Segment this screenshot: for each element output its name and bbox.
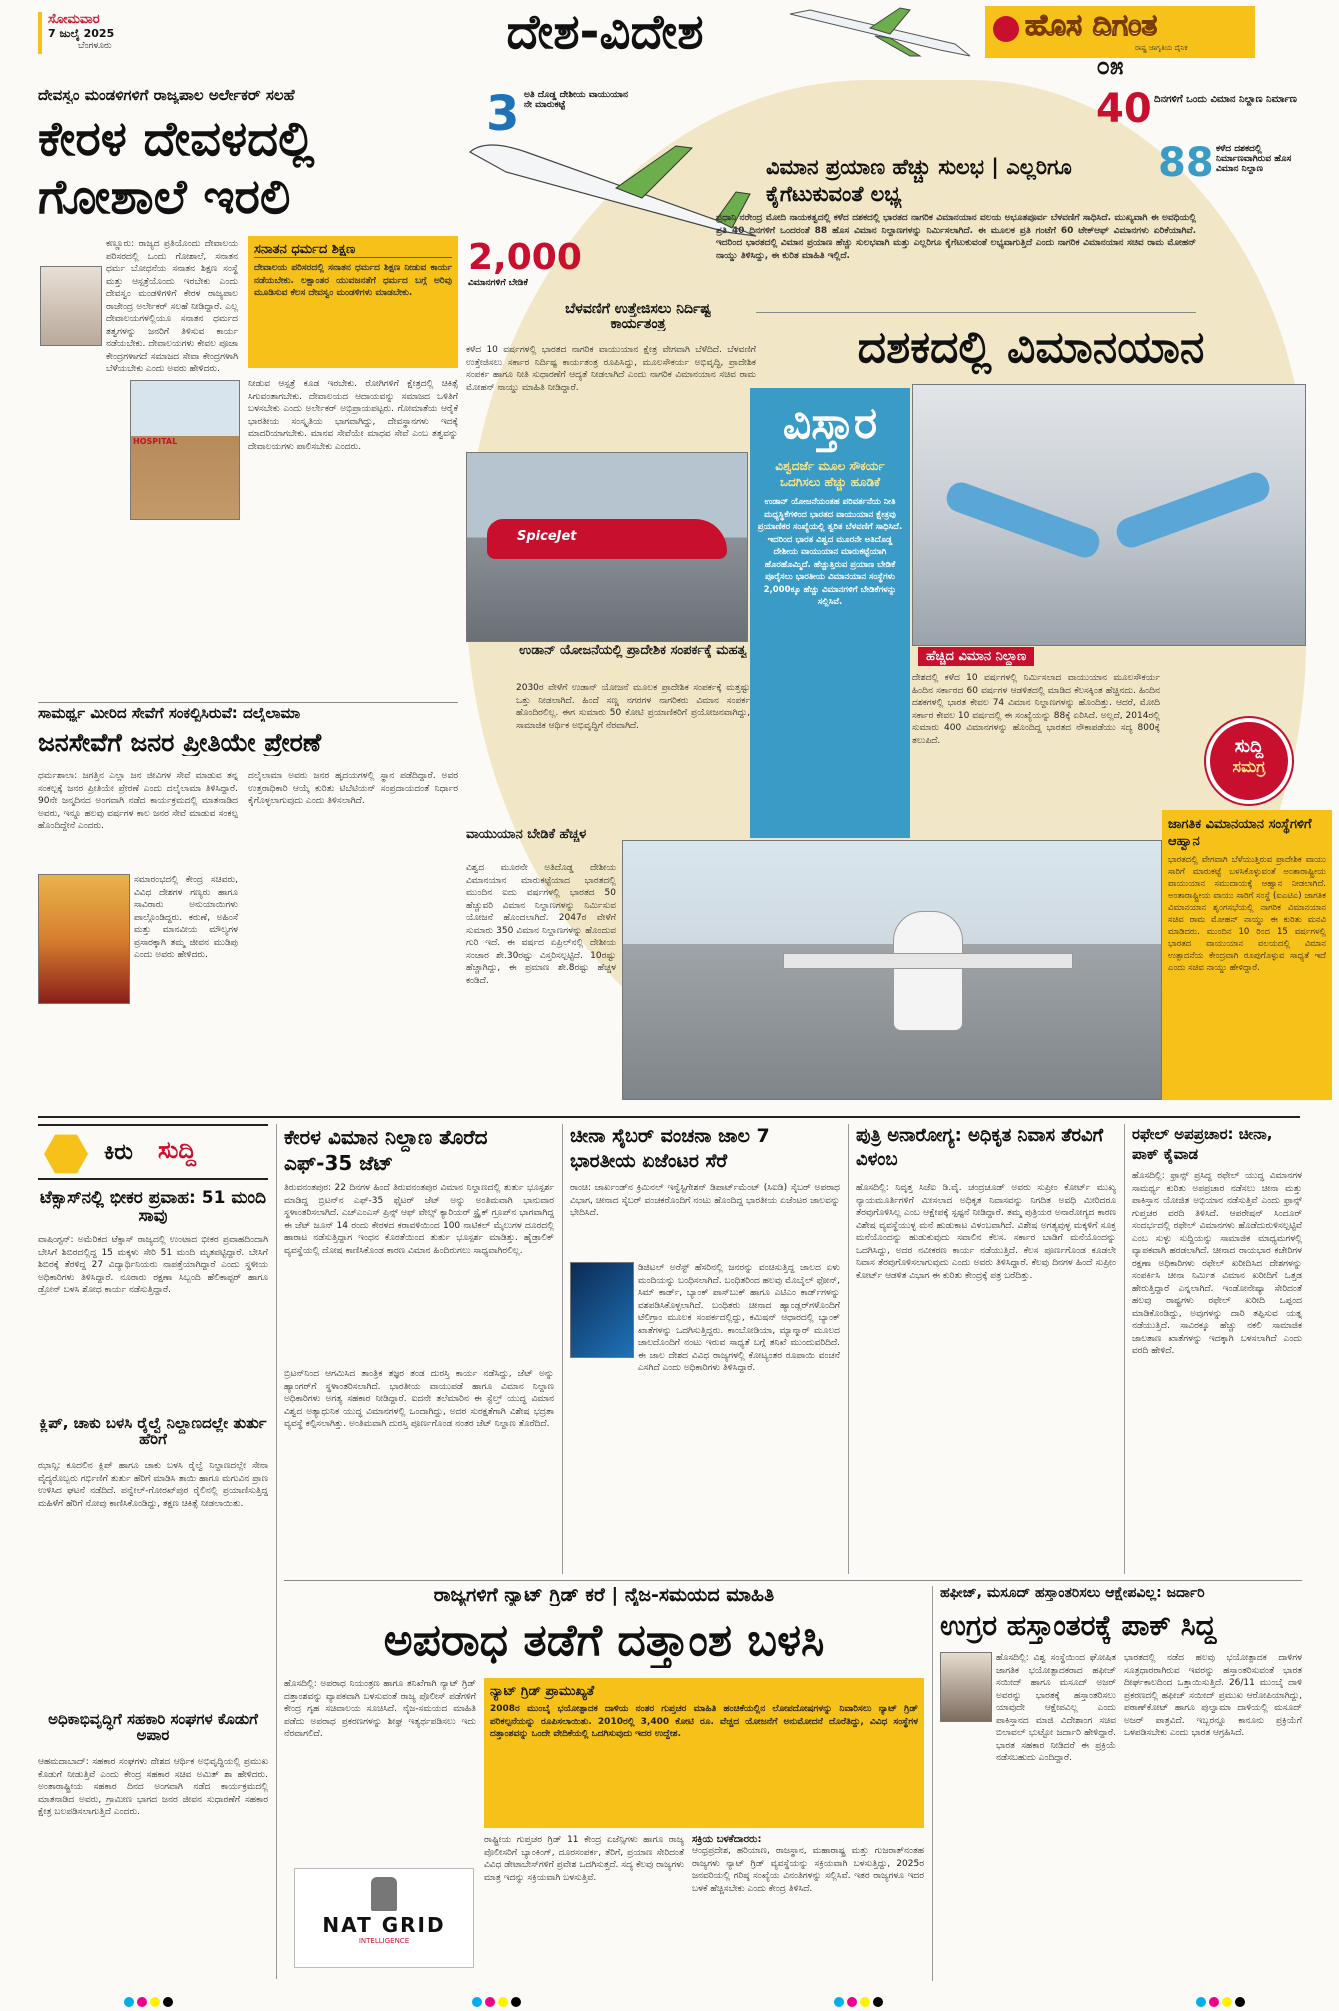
rafale-body: ಹೊಸದಿಲ್ಲಿ: ಫ್ರಾನ್ಸ್ ಪ್ರಸಿದ್ಧ ರಫೇಲ್ ಯುದ್ಧ ವಿಮಾನಗಳ ಸಾಮರ್ಥ್ಯ ಕುರಿತು ಅಪಪ್ರಚಾರ ನಡೆಸಲು ಚೀನಾ ಮತ್ತು ಪಾಕಿಸ್ತಾನ ಯೋಜಿತ ಅಭಿಯಾನ ನಡೆಸುತ್ತಿವೆ ಎಂದು ಫ್ರಾನ್ಸ್ ಗುಪ್ತಚರ ವರದಿ ತಿಳಿಸಿದೆ. ಆಪರೇಷನ್ ಸಿಂದೂರ್ ಸಂದರ್ಭದಲ್ಲಿ ರಫೇಲ್ ವಿಮಾನಗಳು ಹೊಡೆದುರುಳಿಸಲ್ಪಟ್ಟಿವೆ ಎಂಬ ಸುಳ್ಳು ಸುದ್ದಿಯನ್ನು ಸಾಮಾಜಿಕ ಮಾಧ್ಯಮಗಳಲ್ಲಿ ವ್ಯಾಪಕವಾಗಿ ಹರಡಲಾಗಿದೆ. ಚೀನಾದ ರಾಯಭಾರ ಕಚೇರಿಗಳ ರಕ್ಷಣಾ ಅಧಿಕಾರಿಗಳು ರಫೇಲ್ ಖರೀದಿಸಿದ ದೇಶಗಳನ್ನು ಸಂಪರ್ಕಿಸಿ ಚೀನಾ ನಿರ್ಮಿತ ವಿಮಾನ ಖರೀದಿಗೆ ಒತ್ತಡ ಹೇರುತ್ತಿದ್ದಾರೆ ಎನ್ನಲಾಗಿದೆ. ಇಂಡೋನೇಷ್ಯಾ ಸೇರಿದಂತೆ ಹಲವು ರಾಷ್ಟ್ರಗಳು ರಫೇಲ್ ಖರೀದಿ ಒಪ್ಪಂದ ಮಾಡಿಕೊಂಡಿದ್ದು, ಅವುಗಳನ್ನು ದಾರಿ ತಪ್ಪಿಸುವ ಯತ್ನ ನಡೆಯುತ್ತಿದೆ. ಸಾವಿರಕ್ಕೂ ಹೆಚ್ಚು ನಕಲಿ ಸಾಮಾಜಿಕ ಜಾಲತಾಣ ಖಾತೆಗಳನ್ನು ಇದಕ್ಕಾಗಿ ಬಳಸಲಾಗಿದೆ ಎಂದು ವರದಿ ಹೇಳಿದೆ. [1132, 1171, 1302, 1356]
samagra-label: ಸಮಗ್ರ [1232, 757, 1266, 776]
vistara-box [750, 388, 910, 838]
pak-headline: ಉಗ್ರರ ಹಸ್ತಾಂತರಕ್ಕೆ ಪಾಕ್ ಸಿದ್ಧ [940, 1609, 1217, 1642]
stat-88-number: 88 [1158, 140, 1214, 186]
global-box [1162, 810, 1332, 1100]
stat-3 [486, 86, 646, 142]
page-number: ೦೫ [1096, 52, 1124, 80]
stat-3-number: 3 [486, 86, 520, 142]
masthead [0, 0, 1339, 80]
factory-plane-right [1113, 469, 1274, 552]
col-rule [562, 1124, 563, 1574]
natgrid-box-title: ನ್ಯಾಟ್ ಗ್ರಿಡ್ ಪ್ರಾಮುಖ್ಯತೆ [490, 1684, 595, 1699]
natgrid-col3-head: ಸಕ್ರಿಯ ಬಳಕೆದಾರರು: [692, 1834, 762, 1845]
section-title: ದೇಶ-ವಿದೇಶ [506, 4, 704, 60]
kiru-story-3-body: ಆಹಮದಾಬಾದ್: ಸಹಕಾರ ಸಂಘಗಳು ದೇಶದ ಆರ್ಥಿಕ ಅಭಿವೃದ್ಧಿಯಲ್ಲಿ ಪ್ರಮುಖ ಕೊಡುಗೆ ನೀಡುತ್ತಿವೆ ಎಂದು ಕೇಂದ್ರ ಸಹಕಾರ ಸಚಿವ ಅಮಿತ್ ಶಾ ಹೇಳಿದರು. ಅಂತಾರಾಷ್ಟ್ರೀಯ ಸಹಕಾರ ದಿನದ ಅಂಗವಾಗಿ ನಡೆದ ಕಾರ್ಯಕ್ರಮದಲ್ಲಿ ಮಾತನಾಡಿದ ಅವರು, ಗ್ರಾಮೀಣ ಭಾಗದ ಜನರ ಜೀವನ ಸುಧಾರಣೆಗೆ ಸಹಕಾರ ಕ್ಷೇತ್ರ ಬಲಪಡಿಸಲಾಗುತ್ತಿದೆ ಎಂದರು. [38, 1757, 268, 1817]
airport-tag: ಹೆಚ್ಚಿದ ವಿಮಾನ ನಿಲ್ದಾಣ [918, 647, 1034, 666]
kirusuddi-title-a: ಕಿರು [104, 1140, 133, 1165]
stat-40 [1096, 86, 1336, 138]
stat-2000-text: ವಿಮಾನಗಳಿಗೆ ಬೇಡಿಕೆ [468, 278, 528, 288]
hospital-sign: HOSPITAL [133, 437, 178, 446]
udan-body: 2030ರ ವೇಳೆಗೆ ಉಡಾನ್ ಯೋಜನೆ ಮೂಲಕ ಪ್ರಾದೇಶಿಕ ಸಂಪರ್ಕಕ್ಕೆ ಮತ್ತಷ್ಟು ಒತ್ತು ನೀಡಲಾಗಿದೆ. ಹಿಂದೆ ಸಣ್ಣ ನಗರಗಳ ನಾಗರಿಕರು ವಿಮಾನ ಸಂಪರ್ಕ ಹೊಂದಿರಲಿಲ್ಲ. ಈಗ ಸುಮಾರು 50 ಕೋಟಿ ಪ್ರಯಾಣಿಕರಿಗೆ ಪ್ರಯೋಜನವಾಗಿದ್ದು, ಸಾಮಾಜಿಕ ಆರ್ಥಿಕ ಅಭಿವೃದ್ಧಿಗೆ ನೆರವಾಗಿದೆ. [516, 683, 750, 731]
col-rule [848, 1124, 849, 1574]
airport-body: ದೇಶದಲ್ಲಿ ಕಳೆದ 10 ವರ್ಷಗಳಲ್ಲಿ ನಿರ್ಮಿಸಲಾದ ವಾಯುಯಾನ ಮೂಲಸೌಕರ್ಯ ಹಿಂದಿನ ಸರ್ಕಾರದ 60 ವರ್ಷಗಳ ಆಡಳಿತದಲ್ಲಿ ಮಾಡಿದ ಕೆಲಸಕ್ಕಿಂತ ಹೆಚ್ಚಿನದು. ಹಿಂದಿನ ದಶಕಗಳಲ್ಲಿ ಭಾರತ ಕೇವಲ 74 ವಿಮಾನ ನಿಲ್ದಾಣಗಳನ್ನು ಹೊಂದಿತ್ತು. ಆದರೆ, ಮೋದಿ ಸರ್ಕಾರ ಕೇವಲ 10 ವರ್ಷದಲ್ಲಿ ಈ ಸಂಖ್ಯೆಯನ್ನು 88ಕ್ಕೆ ಏರಿಸಿದೆ. ಅಲ್ಲದೆ, 2014ರಲ್ಲಿ ಸುಮಾರು 400 ವಿಮಾನಗಳನ್ನು ಹೊಂದಿದ್ದ ಭಾರತದ ನೌಕಾಪಡೆಯು ಸದ್ಯ 800ಕ್ಕೆ ತಲುಪಿದೆ. [912, 673, 1160, 746]
vistara-title: ವಿಸ್ತಾರ [782, 398, 878, 449]
kerala-article [38, 88, 458, 693]
emblem-icon [371, 1877, 397, 1911]
global-title: ಜಾಗತಿಕ ವಿಮಾನಯಾನ ಸಂಸ್ಥೆಗಳಿಗೆ ಆಹ್ವಾನ [1168, 817, 1312, 849]
natgrid-logo-sub: INTELLIGENCE [358, 1937, 410, 1945]
spicejet-photo [466, 452, 748, 642]
f35-article [284, 1124, 554, 1574]
stat-88-text: ಕಳೆದ ದಶಕದಲ್ಲಿ ನಿರ್ಮಾಣವಾಗಿರುವ ಹೊಸ ವಿಮಾನ ನಿಲ್ದಾಣ [1216, 144, 1292, 174]
pointing-hand-icon [44, 1132, 88, 1176]
factory-plane-left [943, 479, 1104, 562]
natgrid-box-body: 2008ರ ಮುಂಬೈ ಭಯೋತ್ಪಾದಕ ದಾಳಿಯ ನಂತರ ಗುಪ್ತಚರ ಮಾಹಿತಿ ಹಂಚಿಕೆಯಲ್ಲಿನ ಲೋಪದೋಷಗಳನ್ನು ನಿವಾರಿಸಲು ನ್ಯಾಟ್ ಗ್ರಿಡ್ ಪರಿಕಲ್ಪನೆಯನ್ನು ರೂಪಿಸಲಾಯಿತು. 2010ರಲ್ಲಿ 3,400 ಕೋಟಿ ರೂ. ವೆಚ್ಚದ ಯೋಜನೆಗೆ ಅನುಮೋದನೆ ದೊರೆತಿದ್ದು, ವಿವಿಧ ಸಂಸ್ಥೆಗಳ ದತ್ತಾಂಶವನ್ನು ಒಂದೇ ವೇದಿಕೆಯಲ್ಲಿ ಒದಗಿಸುವುದು ಇದರ ಉದ್ದೇಶ. [490, 1704, 918, 1739]
stat-2000-number: 2,000 [468, 237, 582, 278]
natgrid-col3-body: ಆಂಧ್ರಪ್ರದೇಶ, ಹರಿಯಾಣ, ರಾಜಸ್ಥಾನ, ಮಹಾರಾಷ್ಟ್ರ ಮತ್ತು ಗುಜರಾತ್‌ನಂತಹ ರಾಜ್ಯಗಳು ನ್ಯಾಟ್ ಗ್ರಿಡ್ ವ್ಯವಸ್ಥೆಯನ್ನು ಸಕ್ರಿಯವಾಗಿ ಬಳಸುತ್ತಿದ್ದು, 2025ರ ಜನವರಿಯಲ್ಲಿ ಗರಿಷ್ಠ ಸಂಖ್ಯೆಯ ವಿನಂತಿಗಳನ್ನು ಸಲ್ಲಿಸಿವೆ. ಇತರ ರಾಜ್ಯಗಳೂ ಇದರ ಬಳಕೆ ಹೆಚ್ಚಿಸಬೇಕು ಎಂದು ಕೇಂದ್ರ ತಿಳಿಸಿದೆ. [692, 1846, 924, 1894]
weekday: ಸೋಮವಾರ [48, 12, 100, 27]
aviation-big-head: ದಶಕದಲ್ಲಿ ವಿಮಾನಯಾನ [857, 322, 1205, 373]
divider [38, 702, 458, 703]
kirusuddi-title-b: ಸುದ್ದಿ [158, 1136, 197, 1164]
dalai-body-3: ದಲೈಲಾಮಾ ಅವರು ಜನರ ಹೃದಯಗಳಲ್ಲಿ ಸ್ಥಾನ ಪಡೆದಿದ್ದಾರೆ. ಅವರ ಉತ್ತರಾಧಿಕಾರಿ ಆಯ್ಕೆ ಕುರಿತು ಟಿಬೆಟಿಯನ್ ಸಂಪ್ರದಾಯದಂತೆ ನಿರ್ಧಾರ ಕೈಗೊಳ್ಳಲಾಗುವುದು ಎಂದು ತಿಳಿಸಲಾಗಿದೆ. [248, 771, 458, 806]
brand-box [985, 6, 1255, 58]
cyber-article [570, 1124, 840, 1574]
aviation-spread [466, 62, 1339, 1107]
growth-block [466, 248, 756, 448]
demand-body: ವಿಶ್ವದ ಮೂರನೇ ಅತಿದೊಡ್ಡ ದೇಶೀಯ ವಿಮಾನಯಾನ ಮಾರುಕಟ್ಟೆಯಾದ ಭಾರತದಲ್ಲಿ ಮುಂದಿನ ಐದು ವರ್ಷಗಳಲ್ಲಿ ಭಾರತದ 50 ಹೆಚ್ಚುವರಿ ವಿಮಾನ ನಿಲ್ದಾಣಗಳನ್ನು ನಿರ್ಮಿಸುವ ಯೋಜನೆ ಹೊಂದಲಾಗಿದೆ. 2047ರ ವೇಳೆಗೆ ಸುಮಾರು 350 ವಿಮಾನ ನಿಲ್ದಾಣಗಳನ್ನು ಹೊಂದುವ ಗುರಿ ಇದೆ. ಈ ವರ್ಷದ ಏಪ್ರಿಲ್‌ನಲ್ಲಿ ದೇಶೀಯ ಸಂಚಾರ ಶೇ.30ರಷ್ಟು ವಿಸ್ತರಿಸಲ್ಪಟ್ಟಿದೆ. 10ರಷ್ಟು ಹೆಚ್ಚಾಗಿದ್ದು, ಈ ಪ್ರಮಾಣ ಶೇ.8ರಷ್ಟು ಹೆಚ್ಚಳ ಕಂಡಿದೆ. [466, 863, 616, 986]
growth-body: ಕಳೆದ 10 ವರ್ಷಗಳಲ್ಲಿ ಭಾರತದ ನಾಗರಿಕ ವಾಯುಯಾನ ಕ್ಷೇತ್ರ ವೇಗವಾಗಿ ಬೆಳೆದಿದೆ. ಬೆಳವಣಿಗೆ ಉತ್ತೇಜಿಸಲು ಸರ್ಕಾರ ನಿರ್ದಿಷ್ಟ ಕಾರ್ಯತಂತ್ರ ರೂಪಿಸಿದ್ದು, ಮೂಲಸೌಕರ್ಯ ಅಭಿವೃದ್ಧಿ, ಪ್ರಾದೇಶಿಕ ಸಂಪರ್ಕ ಹಾಗೂ ನೀತಿ ಸುಧಾರಣೆಗೆ ಆದ್ಯತೆ ನೀಡಲಾಗಿದೆ ಎಂದು ನಾಗರಿಕ ವಿಮಾನಯಾನ ಸಚಿವ ರಾಮ ಮೋಹನ್ ನಾಯ್ಡು ಮಾಹಿತಿ ನೀಡಿದ್ದಾರೆ. [466, 345, 756, 393]
natgrid-logo [294, 1868, 474, 1968]
aviation-rule [756, 312, 1196, 313]
dalai-body-1: ಧರ್ಮಶಾಲಾ: ಜಗತ್ತಿನ ಎಲ್ಲಾ ಜನ ಜೀವಿಗಳ ಸೇವೆ ಮಾಡುವ ತನ್ನ ಸಂಕಲ್ಪಕ್ಕೆ ಜನರ ಪ್ರೀತಿಯೇ ಪ್ರೇರಣೆ ಎಂದು ದಲೈಲಾಮಾ ತಿಳಿಸಿದ್ದಾರೆ. 90ನೇ ಜನ್ಮದಿನದ ಅಂಗವಾಗಿ ನಡೆದ ಕಾರ್ಯಕ್ರಮದಲ್ಲಿ ಮಾತನಾಡಿದ ಅವರು, ಇನ್ನೂ ಹಲವು ವರ್ಷಗಳ ಕಾಲ ಜನರ ಸೇವೆ ಮಾಡುವ ಸಂಕಲ್ಪ ಹೊಂದಿದ್ದೇನೆ ಎಂದರು. [38, 771, 238, 831]
cyber-body-1: ರಾಂಚಿ: ಜಾರ್ಖಂಡ್‌ನ ಕ್ರಿಮಿನಲ್ ಇನ್ವೆಸ್ಟಿಗೇಶನ್ ಡಿಪಾರ್ಟ್‌ಮೆಂಟ್ (ಸಿಐಡಿ) ಸೈಬರ್ ಅಪರಾಧ ವಿಭಾಗ, ಚೀನಾದ ಸೈಬರ್ ವಂಚಕರೊಂದಿಗೆ ನಂಟು ಹೊಂದಿದ್ದ ಭಾರತೀಯ ಏಜೆಂಟರ ಜಾಲವನ್ನು ಭೇದಿಸಿದೆ. [570, 1183, 840, 1218]
divider [284, 1580, 1302, 1581]
airport-apron-photo [622, 840, 1162, 1100]
apron-wing [783, 953, 1073, 969]
brand-tag: ರಾಷ್ಟ್ರ ಜಾಗೃತಿಯ ದೈನಿಕ [1135, 44, 1188, 52]
spicejet-logo: SpiceJet [517, 529, 577, 544]
natgrid-article [284, 1586, 924, 1981]
natgrid-headline: ಅಪರಾಧ ತಡೆಗೆ ದತ್ತಾಂಶ ಬಳಸಿ [383, 1615, 825, 1666]
natgrid-kicker: ರಾಜ್ಯಗಳಿಗೆ ನ್ಯಾಟ್ ಗ್ರಿಡ್ ಕರೆ | ನೈಜ-ಸಮಯದ ಮಾಹಿತಿ [433, 1586, 775, 1606]
demand-title: ವಾಯುಯಾನ ಬೇಡಿಕೆ ಹೆಚ್ಚಳ [466, 828, 587, 842]
apron-plane [893, 911, 963, 1031]
city: ಬೆಂಗಳೂರು [78, 41, 112, 51]
temple-photo [130, 380, 240, 520]
aircraft-factory-photo [912, 384, 1306, 646]
cyber-headline: ಚೀನಾ ಸೈಬರ್ ವಂಚನಾ ಜಾಲ 7 ಭಾರತೀಯ ಏಜೆಂಟರ ಸೆರೆ [570, 1125, 770, 1172]
global-body: ಭಾರತದಲ್ಲಿ ವೇಗವಾಗಿ ಬೆಳೆಯುತ್ತಿರುವ ಪ್ರಾದೇಶಿಕ ವಾಯು ಸಾರಿಗೆ ಮಾರುಕಟ್ಟೆ ಬಳಸಿಕೊಳ್ಳುವಂತೆ ಅಂತಾರಾಷ್ಟ್ರೀಯ ವಾಯುಯಾನ ಸಮುದಾಯಕ್ಕೆ ಆಹ್ವಾನ ನೀಡಲಾಗಿದೆ. ಅಂತಾರಾಷ್ಟ್ರೀಯ ವಾಯು ಸಾರಿಗೆ ಸಂಸ್ಥೆ (ಐಎಟಿಎ) ಜಾಗತಿಕ ವಿಮಾನಯಾನ ಶೃಂಗಸಭೆಯಲ್ಲಿ ನಾಗರಿಕ ವಿಮಾನಯಾನ ಸಚಿವ ರಾಮ ಮೋಹನ್ ನಾಯ್ಡು ಈ ಕುರಿತು ಮನವಿ ಮಾಡಿದರು. ಮುಂದಿನ 10 ರಿಂದ 15 ವರ್ಷಗಳಲ್ಲಿ ಭಾರತದ ವಾಯುಯಾನ ವಲಯದಲ್ಲಿ ವಿಮಾನ ಉತ್ಪಾದನೆಯ ಕೇಂದ್ರವಾಗಿ ರೂಪುಗೊಳ್ಳುವ ಸಾಧ್ಯತೆ ಇದೆ ಎಂದು ಸಚಿವ ನಾಯ್ಡು ಹೇಳಿದ್ದಾರೆ. [1168, 855, 1326, 973]
dalai-lama-photo [38, 874, 130, 1004]
dalai-body-2: ಸಮಾರಂಭದಲ್ಲಿ ಕೇಂದ್ರ ಸಚಿವರು, ವಿವಿಧ ದೇಶಗಳ ಗಣ್ಯರು ಹಾಗೂ ಸಾವಿರಾರು ಅನುಯಾಯಿಗಳು ಪಾಲ್ಗೊಂಡಿದ್ದರು. ಕರುಣೆ, ಅಹಿಂಸೆ ಮತ್ತು ಮಾನವೀಯ ಮೌಲ್ಯಗಳ ಪ್ರಸಾರಕ್ಕಾಗಿ ತಮ್ಮ ಜೀವನ ಮುಡಿಪು ಎಂದು ಅವರು ಹೇಳಿದರು. [134, 875, 238, 960]
suddi-samagra-badge [1206, 718, 1292, 804]
kerala-side-box [248, 236, 458, 368]
aviation-intro-head: ವಿಮಾನ ಪ್ರಯಾಣ ಹೆಚ್ಚು ಸುಲಭ | ಎಲ್ಲರಿಗೂ ಕೈಗೆಟುಕುವಂತೆ ಲಭ್ಯ [766, 155, 1072, 206]
print-registration-marks [0, 1992, 1339, 2006]
residence-headline: ಪುತ್ರಿ ಅನಾರೋಗ್ಯ: ಅಧಿಕೃತ ನಿವಾಸ ತೆರವಿಗೆ ವಿಳಂಬ [856, 1125, 1104, 1170]
growth-title: ಬೆಳವಣಿಗೆ ಉತ್ತೇಜಿಸಲು ನಿರ್ದಿಷ್ಟ ಕಾರ್ಯತಂತ್ರ [565, 302, 711, 332]
kerala-body-1: ಕಣ್ಣೂರು: ರಾಜ್ಯದ ಪ್ರತಿಯೊಂದು ದೇವಾಲಯ ಪರಿಸರದಲ್ಲಿ ಒಂದು ಗೋಶಾಲೆ, ಸನಾತನ ಧರ್ಮ ಬೋಧನೆಯ ಸನಾತನ ಶಿಕ್ಷಣ ಸಂಸ್ಥೆ ಮತ್ತು ಆಸ್ಪತ್ರೆಯೊಂದು ಇರಬೇಕು ಎಂದು ದೇವಸ್ವಂ ಮಂಡಳಿಗಳಿಗೆ ಕೇರಳ ರಾಜ್ಯಪಾಲ ರಾಜೇಂದ್ರ ಅರ್ಲೇಕರ್ ಸಲಹೆ ನೀಡಿದ್ದಾರೆ. ಎಲ್ಲ ದೇವಾಲಯಗಳಲ್ಲಿಯೂ ಸನಾತನ ಧರ್ಮದ ತತ್ವಗಳನ್ನು ಜನರಿಗೆ ತಿಳಿಸುವ ಕಾರ್ಯ ನಡೆಯಬೇಕು. ದೇವಾಲಯಗಳು ಕೇವಲ ಪೂಜಾ ಕೇಂದ್ರಗಳಾಗದೆ ಸಮಾಜದ ಸೇವಾ ಕೇಂದ್ರಗಳಾಗಿ ಬೆಳೆಯಬೇಕು ಎಂದು ಅವರು ಹೇಳಿದರು. [106, 239, 238, 374]
aviation-intro-body: ಪ್ರಧಾನಿ ನರೇಂದ್ರ ಮೋದಿ ನಾಯಕತ್ವದಲ್ಲಿ ಕಳೆದ ದಶಕದಲ್ಲಿ ಭಾರತದ ನಾಗರಿಕ ವಿಮಾನಯಾನ ವಲಯ ಅಭೂತಪೂರ್ವ ಬೆಳವಣಿಗೆ ಸಾಧಿಸಿದೆ. ಮುಖ್ಯವಾಗಿ ಈ ಅವಧಿಯಲ್ಲಿ ಪ್ರತಿ 40 ದಿನಗಳಿಗೆ ಒಂದರಂತೆ 88 ಹೊಸ ವಿಮಾನ ನಿಲ್ದಾಣಗಳನ್ನು ನಿರ್ಮಿಸಲಾಗಿದೆ. ಈ ಮೂಲಕ ಪ್ರತಿ ಗಂಟೆಗೆ 60 ಟೇಕ್ಆಫ್ ವಿಮಾನಗಳು ಏರಿಕೆಯಾಗಿವೆ. ಇದರಿಂದ ಭಾರತದಲ್ಲಿ ವಿಮಾನ ಪ್ರಯಾಣ ಹೆಚ್ಚು ಸುಲಭವಾಗಿ ಮತ್ತು ಎಲ್ಲರಿಗೂ ಕೈಗೆಟುಕುವಂತೆ ಲಭ್ಯವಾಗುತ್ತಿದೆ ಎಂದು ನಾಗರಿಕ ವಿಮಾನಯಾನ ಸಚಿವ ರಾಮ ಮೋಹನ್ ನಾಯ್ಡು ತಿಳಿಸಿದ್ದು, ಈ ಕುರಿತ ಮಾಹಿತಿ ಇಲ್ಲಿದೆ. [716, 213, 1196, 261]
pak-body-2: ಭಾರತದಲ್ಲಿ ನಡೆದ ಹಲವು ಭಯೋತ್ಪಾದಕ ದಾಳಿಗಳ ಸೂತ್ರಧಾರರಾಗಿರುವ ಇವರನ್ನು ಹಸ್ತಾಂತರಿಸುವಂತೆ ಭಾರತ ದೀರ್ಘಕಾಲದಿಂದ ಒತ್ತಾಯಿಸುತ್ತಿದೆ. 26/11 ಮುಂಬೈ ದಾಳಿ ಪ್ರಕರಣದಲ್ಲಿ ಹಫೀಜ್ ಸಯೀದ್ ಪ್ರಮುಖ ಆರೋಪಿಯಾಗಿದ್ದು, ಪಠಾಣ್‌ಕೋಟ್ ಹಾಗೂ ಪುಲ್ವಾಮಾ ದಾಳಿಯಲ್ಲಿ ಮಸೂದ್ ಅಜರ್ ಪಾತ್ರವಿದೆ. ಇಬ್ಬರನ್ನೂ ಕಾನೂನು ಪ್ರಕ್ರಿಯೆಗೆ ಒಳಪಡಿಸಬೇಕು ಎಂದು ಭಾರತ ಆಗ್ರಹಿಸಿದೆ. [1124, 1653, 1302, 1738]
kirusuddi-column [38, 1124, 268, 1984]
kiru-story-1-body: ವಾಷಿಂಗ್ಟನ್: ಅಮೆರಿಕದ ಟೆಕ್ಸಾಸ್ ರಾಜ್ಯದಲ್ಲಿ ಉಂಟಾದ ಭೀಕರ ಪ್ರವಾಹದಿಂದಾಗಿ ಬೇಸಿಗೆ ಶಿಬಿರದಲ್ಲಿದ್ದ 15 ಮಕ್ಕಳು ಸೇರಿ 51 ಮಂದಿ ಮೃತಪಟ್ಟಿದ್ದಾರೆ. ಬೇಸಿಗೆ ಶಿಬಿರಕ್ಕೆ ತೆರಳಿದ್ದ 27 ವಿದ್ಯಾರ್ಥಿನಿಯರು ನಾಪತ್ತೆಯಾಗಿದ್ದಾರೆ ಎಂದು ಸ್ಥಳೀಯ ಅಧಿಕಾರಿಗಳು ತಿಳಿಸಿದ್ದಾರೆ. ನೂರಾರು ರಕ್ಷಣಾ ಸಿಬ್ಬಂದಿ ಹೆಲಿಕಾಪ್ಟರ್ ಹಾಗೂ ಡ್ರೋನ್ ಬಳಸಿ ಶೋಧ ಕಾರ್ಯ ನಡೆಸುತ್ತಿದ್ದಾರೆ. [38, 1235, 268, 1295]
kerala-headline: ಕೇರಳ ದೇವಳದಲ್ಲಿ ಗೋಶಾಲೆ ಇರಲಿ [38, 111, 315, 225]
kerala-box-text: ದೇವಾಲಯ ಪರಿಸರದಲ್ಲಿ ಸನಾತನ ಧರ್ಮದ ಶಿಕ್ಷಣ ನೀಡುವ ಕಾರ್ಯ ನಡೆಯಬೇಕು. ಲಕ್ಷಾಂತರ ಯುವಜನತೆಗೆ ಧರ್ಮದ ಬಗ್ಗೆ ಅರಿವು ಮೂಡಿಸುವ ಕೆಲಸ ದೇವಸ್ವಂ ಮಂಡಳಿಗಳು ಮಾಡಬೇಕು. [254, 263, 452, 298]
kerala-box-title: ಸನಾತನ ಧರ್ಮದ ಶಿಕ್ಷಣ [254, 242, 452, 258]
demand-block [466, 828, 626, 862]
col-rule [932, 1586, 933, 1981]
brand-logo-icon [993, 16, 1019, 42]
residence-body: ಹೊಸದಿಲ್ಲಿ: ನಿವೃತ್ತ ಸಿಜೆಐ ಡಿ.ವೈ. ಚಂದ್ರಚೂಡ್ ಅವರು ಸುಪ್ರೀಂ ಕೋರ್ಟ್ ಮುಖ್ಯ ನ್ಯಾಯಮೂರ್ತಿಗಳಿಗೆ ಮೀಸಲಾದ ಅಧಿಕೃತ ನಿವಾಸವನ್ನು ನಿಗದಿತ ಅವಧಿ ಮೀರಿದರೂ ತೆರವುಗೊಳಿಸಿಲ್ಲ ಎಂಬ ಆಕ್ಷೇಪಕ್ಕೆ ಸ್ಪಷ್ಟನೆ ನೀಡಿದ್ದಾರೆ. ತಮ್ಮ ಪುತ್ರಿಯರ ಅನಾರೋಗ್ಯದ ಕಾರಣ ವಿಶೇಷ ವ್ಯವಸ್ಥೆಯುಳ್ಳ ಮನೆ ಹುಡುಕಾಟ ವಿಳಂಬವಾಗಿದೆ. ವಿಶೇಷ ಅಗತ್ಯವುಳ್ಳ ಮಕ್ಕಳಿಗೆ ಸೂಕ್ತ ಮನೆಯೊಂದನ್ನು ಹುಡುಕುವುದು ಸವಾಲಿನ ಕೆಲಸ. ಸರ್ಕಾರ ಬಾಡಿಗೆ ಮನೆಯೊಂದನ್ನು ಒದಗಿಸಿದ್ದು, ಅದರ ನವೀಕರಣ ಕಾರ್ಯ ನಡೆಯುತ್ತಿದೆ. ಕೆಲಸ ಪೂರ್ಣಗೊಂಡ ಕೂಡಲೇ ನಿವಾಸ ತೆರವುಗೊಳಿಸಲಾಗುವುದು ಎಂದು ಅವರು ತಿಳಿಸಿದ್ದಾರೆ. ಕೆಲವು ದಿನಗಳ ಹಿಂದೆ ಸುಪ್ರೀಂ ಕೋರ್ಟ್ ಆಡಳಿತ ವಿಭಾಗ ಈ ಕುರಿತು ಕೇಂದ್ರಕ್ಕೆ ಪತ್ರ ಬರೆದಿತ್ತು. [856, 1183, 1116, 1281]
pak-kicker: ಹಫೀಜ್, ಮಸೂದ್ ಹಸ್ತಾಂತರಿಸಲು ಆಕ್ಷೇಪವಿಲ್ಲ: ಜರ್ದಾರಿ [940, 1586, 1205, 1601]
udan-title: ಉಡಾನ್ ಯೋಜನೆಯಲ್ಲಿ ಪ್ರಾದೇಶಿಕ ಸಂಪರ್ಕಕ್ಕೆ ಮಹತ್ವ [519, 644, 747, 658]
plane-illustration [780, 6, 980, 60]
natgrid-active-users [692, 1834, 924, 1974]
rafale-headline: ರಫೇಲ್ ಅಪಪ್ರಚಾರ: ಚೀನಾ, ಪಾಕ್ ಕೈವಾಡ [1132, 1125, 1273, 1163]
f35-headline: ಕೇರಳ ವಿಮಾನ ನಿಲ್ದಾಣ ತೊರೆದ ಎಫ್-35 ಜೆಟ್ [284, 1125, 488, 1175]
f35-body-2: ಬ್ರಿಟನ್‌ನಿಂದ ಆಗಮಿಸಿದ ತಾಂತ್ರಿಕ ತಜ್ಞರ ತಂಡ ದುರಸ್ತಿ ಕಾರ್ಯ ನಡೆಸಿದ್ದು, ಜೆಟ್ ಅನ್ನು ಹ್ಯಾಂಗರ್‌ಗೆ ಸ್ಥಳಾಂತರಿಸಲಾಗಿದೆ. ಭಾರತೀಯ ವಾಯುಪಡೆ ಹಾಗೂ ವಿಮಾನ ನಿಲ್ದಾಣ ಅಧಿಕಾರಿಗಳು ಅಗತ್ಯ ಸಹಕಾರ ನೀಡಿದ್ದಾರೆ. ಐದನೇ ತಲೆಮಾರಿನ ಈ ಸ್ಟೆಲ್ತ್ ಯುದ್ಧ ವಿಮಾನ ವಿಶ್ವದ ಅತ್ಯಾಧುನಿಕ ಯುದ್ಧ ವಿಮಾನಗಳಲ್ಲಿ ಒಂದಾಗಿದ್ದು, ಅದರ ಸುರಕ್ಷತೆಗಾಗಿ ವಿಶೇಷ ಭದ್ರತಾ ವ್ಯವಸ್ಥೆ ಕಲ್ಪಿಸಲಾಗಿತ್ತು. ಅಂತಿಮವಾಗಿ ದುರಸ್ತಿ ಪೂರ್ಣಗೊಂಡ ನಂತರ ಜೆಟ್ ನಿಲ್ದಾಣ ತೊರೆದಿದೆ. [284, 1369, 554, 1429]
natgrid-body-1: ಹೊಸದಿಲ್ಲಿ: ಅಪರಾಧ ನಿಯಂತ್ರಣ ಹಾಗೂ ತನಿಖೆಗಾಗಿ ನ್ಯಾಟ್ ಗ್ರಿಡ್ ದತ್ತಾಂಶವನ್ನು ವ್ಯಾಪಕವಾಗಿ ಬಳಸುವಂತೆ ರಾಜ್ಯ ಪೊಲೀಸ್ ಪಡೆಗಳಿಗೆ ಕೇಂದ್ರ ಗೃಹ ಸಚಿವಾಲಯ ಸೂಚಿಸಿದೆ. ನೈಜ-ಸಮಯದ ಮಾಹಿತಿ ಪಡೆದು ಅಪರಾಧ ಪ್ರಕರಣಗಳನ್ನು ಶೀಘ್ರ ಇತ್ಯರ್ಥಪಡಿಸಲು ಇದು ನೆರವಾಗಲಿದೆ. [284, 1679, 476, 1739]
kiru-story-2-body: ಝಾನ್ಸಿ: ಕೂದಲಿನ ಕ್ಲಿಪ್ ಹಾಗೂ ಚಾಕು ಬಳಸಿ ರೈಲ್ವೆ ನಿಲ್ದಾಣದಲ್ಲೇ ಸೇನಾ ವೈದ್ಯರೊಬ್ಬರು ಗರ್ಭಿಣಿಗೆ ತುರ್ತು ಹೆರಿಗೆ ಮಾಡಿಸಿ ತಾಯಿ ಹಾಗೂ ಮಗುವಿನ ಪ್ರಾಣ ಉಳಿಸಿದ ಘಟನೆ ನಡೆದಿದೆ. ಪನ್ವೇಲ್-ಗೋರಖ್‌ಪುರ ರೈಲಿನಲ್ಲಿ ಪ್ರಯಾಣಿಸುತ್ತಿದ್ದ ಮಹಿಳೆಗೆ ಹೆರಿಗೆ ನೋವು ಕಾಣಿಸಿಕೊಂಡಿದ್ದು, ತಕ್ಷಣ ಚಿಕಿತ್ಸೆ ನೀಡಲಾಯಿತು. [38, 1461, 268, 1509]
rafale-article [1132, 1124, 1302, 1574]
cyber-body-2: ಡಿಜಿಟಲ್ ಅರೆಸ್ಟ್ ಹೆಸರಿನಲ್ಲಿ ಜನರನ್ನು ವಂಚಿಸುತ್ತಿದ್ದ ಜಾಲದ ಏಳು ಮಂದಿಯನ್ನು ಬಂಧಿಸಲಾಗಿದೆ. ಬಂಧಿತರಿಂದ ಹಲವು ಮೊಬೈಲ್ ಫೋನ್, ಸಿಮ್ ಕಾರ್ಡ್, ಬ್ಯಾಂಕ್ ಪಾಸ್‌ಬುಕ್ ಹಾಗೂ ಎಟಿಎಂ ಕಾರ್ಡ್‌ಗಳನ್ನು ವಶಪಡಿಸಿಕೊಳ್ಳಲಾಗಿದೆ. ಬಂಧಿತರು ಚೀನಾದ ಹ್ಯಾಂಡ್ಲರ್‌ಗಳೊಂದಿಗೆ ಟೆಲಿಗ್ರಾಂ ಮೂಲಕ ಸಂಪರ್ಕದಲ್ಲಿದ್ದು, ಕಮಿಷನ್ ಆಧಾರದಲ್ಲಿ ಬ್ಯಾಂಕ್ ಖಾತೆಗಳನ್ನು ಒದಗಿಸುತ್ತಿದ್ದರು. ಕಾಂಬೋಡಿಯಾ, ಮ್ಯಾನ್ಮಾರ್ ಮೂಲದ ಜಾಲದೊಂದಿಗೆ ನಂಟು ಇರುವ ಸಾಧ್ಯತೆ ಬಗ್ಗೆ ತನಿಖೆ ಮುಂದುವರಿದಿದೆ. ಈ ಜಾಲ ದೇಶದ ವಿವಿಧ ರಾಜ್ಯಗಳಲ್ಲಿ ಕೋಟ್ಯಂತರ ರೂಪಾಯಿ ವಂಚನೆ ಎಸಗಿದೆ ಎಂದು ಅಧಿಕಾರಿಗಳು ತಿಳಿಸಿದ್ದಾರೆ. [638, 1263, 840, 1373]
section-divider [38, 1116, 1300, 1118]
col-rule [1124, 1124, 1125, 1574]
kiru-story-3-head: ಅಧಿಕಾಭಿವೃದ್ಧಿಗೆ ಸಹಕಾರಿ ಸಂಘಗಳ ಕೊಡುಗೆ ಅಪಾರ [48, 1712, 258, 1744]
date: 7 ಜುಲೈ 2025 [48, 27, 115, 40]
date-block [38, 12, 188, 54]
kerala-kicker: ದೇವಸ್ವಂ ಮಂಡಳಿಗಳಿಗೆ ರಾಜ್ಯಪಾಲ ಅರ್ಲೇಕರ್ ಸಲಹೆ [38, 88, 295, 104]
brand-name: ಹೊಸ ದಿಗಂತ [1025, 8, 1158, 43]
natgrid-logo-text: NAT GRID [322, 1913, 446, 1937]
natgrid-importance-box [484, 1678, 924, 1828]
stat-40-number: 40 [1096, 86, 1152, 132]
stat-3-text: ಅತಿ ದೊಡ್ಡ ದೇಶೀಯ ವಾಯುಯಾನ ನೇ ಮಾರುಕಟ್ಟೆ [524, 90, 628, 110]
pak-article [940, 1586, 1302, 1981]
kerala-body-2: ನೀಡುವ ಆಸ್ಪತ್ರೆ ಕೂಡ ಇರಬೇಕು. ರೋಗಿಗಳಿಗೆ ಕ್ಷೇತ್ರದಲ್ಲಿ ಚಿಕಿತ್ಸೆ ಸಿಗುವಂತಾಗಬೇಕು. ದೇವಾಲಯದ ಆದಾಯವನ್ನು ಸಮಾಜದ ಒಳಿತಿಗೆ ಬಳಸಬೇಕು ಎಂದು ಅರ್ಲೇಕರ್ ಅಭಿಪ್ರಾಯಪಟ್ಟರು. ಗೋಮಾತೆಯ ಆರೈಕೆ ಭಾರತೀಯ ಸಂಸ್ಕೃತಿಯ ಭಾಗವಾಗಿದ್ದು, ದೇವಸ್ಥಾನಗಳು ಇದಕ್ಕೆ ಮಾದರಿಯಾಗಬೇಕು. ಮಾನವ ಸೇವೆಯೇ ಮಾಧವ ಸೇವೆ ಎಂಬ ತತ್ವವನ್ನು ದೇವಾಲಯಗಳು ಪಾಲಿಸಬೇಕು ಎಂದರು. [248, 379, 458, 452]
vistara-subtitle: ವಿಶ್ವದರ್ಜೆ ಮೂಲ ಸೌಕರ್ಯ ಒದಗಿಸಲು ಹೆಚ್ಚು ಹೂಡಿಕೆ [775, 459, 885, 489]
residence-article [856, 1124, 1116, 1574]
pak-body-1: ಹೊಸದಿಲ್ಲಿ: ವಿಶ್ವ ಸಂಸ್ಥೆಯಿಂದ ಘೋಷಿತ ಜಾಗತಿಕ ಭಯೋತ್ಪಾದಕರಾದ ಹಫೀಜ್ ಸಯೀದ್ ಹಾಗೂ ಮಸೂದ್ ಅಜರ್ ಅವರನ್ನು ಭಾರತಕ್ಕೆ ಹಸ್ತಾಂತರಿಸಲು ಯಾವುದೇ ಆಕ್ಷೇಪವಿಲ್ಲ ಎಂದು ಪಾಕಿಸ್ತಾನದ ಮಾಜಿ ವಿದೇಶಾಂಗ ಸಚಿವ ಬಿಲಾವಲ್ ಭುಟ್ಟೋ ಜರ್ದಾರಿ ಹೇಳಿದ್ದಾರೆ. ಭಾರತ ಸಹಕಾರ ನೀಡಿದರೆ ಈ ಪ್ರಕ್ರಿಯೆ ನಡೆಸಬಹುದು ಎಂದಿದ್ದಾರೆ. [996, 1653, 1116, 1763]
udan-block [516, 644, 750, 814]
natgrid-body-2: ರಾಷ್ಟ್ರೀಯ ಗುಪ್ತಚರ ಗ್ರಿಡ್ 11 ಕೇಂದ್ರ ಏಜೆನ್ಸಿಗಳು ಹಾಗೂ ರಾಜ್ಯ ಪೊಲೀಸರಿಗೆ ಬ್ಯಾಂಕಿಂಗ್, ದೂರಸಂಪರ್ಕ, ತೆರಿಗೆ, ಪ್ರಯಾಣ ಸೇರಿದಂತೆ ವಿವಿಧ ಡೇಟಾಬೇಸ್‌ಗಳಿಗೆ ಪ್ರವೇಶ ಒದಗಿಸುತ್ತದೆ. ಸದ್ಯ ಕೆಲವು ರಾಜ್ಯಗಳು ಮಾತ್ರ ಇದನ್ನು ಸಕ್ರಿಯವಾಗಿ ಬಳಸುತ್ತಿವೆ. [484, 1835, 684, 1883]
stat-40-text: ದಿನಗಳಿಗೆ ಒಂದು ವಿಮಾನ ನಿಲ್ದಾಣ ನಿರ್ಮಾಣ [1154, 94, 1297, 105]
dalai-kicker: ಸಾಮರ್ಥ್ಯ ಮೀರಿದ ಸೇವೆಗೆ ಸಂಕಲ್ಪಿಸಿರುವೆ: ದಲೈಲಾಮಾ [38, 706, 301, 722]
f35-body-1: ತಿರುವನಂತಪುರ: 22 ದಿನಗಳ ಹಿಂದೆ ತಿರುವನಂತಪುರ ವಿಮಾನ ನಿಲ್ದಾಣದಲ್ಲಿ ತುರ್ತು ಭೂಸ್ಪರ್ಶ ಮಾಡಿದ್ದ ಬ್ರಿಟನ್‌ನ ಎಫ್-35 ಫೈಟರ್ ಜೆಟ್ ಅನ್ನು ಅಂತಿಮವಾಗಿ ಭಾನುವಾರ ಸ್ಥಳಾಂತರಿಸಲಾಗಿದೆ. ಎಚ್‌ಎಂಎಸ್ ಪ್ರಿನ್ಸ್ ಆಫ್ ವೇಲ್ಸ್ ಕ್ಯಾರಿಯರ್ ಸ್ಟ್ರೈಕ್ ಗ್ರೂಪ್‌ನ ಭಾಗವಾಗಿದ್ದ ಈ ಜೆಟ್ ಜೂನ್ 14 ರಂದು ಕೇರಳದ ಕರಾವಳಿಯಿಂದ 100 ನಾಟಿಕಲ್ ಮೈಲುಗಳ ದೂರದಲ್ಲಿ ಹಾರಾಟ ನಡೆಸುತ್ತಿದ್ದಾಗ ಇಂಧನ ಕೊರತೆಯಿಂದ ತುರ್ತು ಭೂಸ್ಪರ್ಶ ಮಾಡಿತ್ತು. ಹೈಡ್ರಾಲಿಕ್ ವ್ಯವಸ್ಥೆಯಲ್ಲಿ ದೋಷ ಕಾಣಿಸಿಕೊಂಡ ಕಾರಣ ವಿಮಾನ ಹಿಂದಿರುಗಲು ಸಾಧ್ಯವಾಗಿರಲಿಲ್ಲ. [284, 1183, 554, 1256]
kirusuddi-banner [38, 1124, 268, 1180]
col-rule [276, 1124, 277, 1979]
vistara-body: ಉಡಾನ್ ಯೋಜನೆಯಂತಹ ಪರಿವರ್ತನೆಯ ನೀತಿ ಮಧ್ಯಸ್ಥಿಕೆಗಳಿಂದ ಭಾರತದ ವಾಯುಯಾನ ಕ್ಷೇತ್ರವು ಪ್ರಯಾಣಿಕರ ಸಂಖ್ಯೆಯಲ್ಲಿ ತ್ವರಿತ ಬೆಳವಣಿಗೆ ಸಾಧಿಸಿದೆ. ಇದರಿಂದ ಭಾರತ ವಿಶ್ವದ ಮೂರನೇ ಅತಿದೊಡ್ಡ ದೇಶೀಯ ವಾಯುಯಾನ ಮಾರುಕಟ್ಟೆಯಾಗಿ ಹೊರಹೊಮ್ಮಿದೆ. ಹೆಚ್ಚುತ್ತಿರುವ ಪ್ರಯಾಣ ಬೇಡಿಕೆ ಪೂರೈಸಲು ಭಾರತೀಯ ವಿಮಾನಯಾನ ಸಂಸ್ಥೆಗಳು 2,000ಕ್ಕೂ ಹೆಚ್ಚು ವಿಮಾನಗಳಿಗೆ ಬೇಡಿಕೆಗಳನ್ನು ಸಲ್ಲಿಸಿವೆ. [757, 497, 903, 607]
suddi-label: ಸುದ್ದಿ [1234, 736, 1264, 757]
kiru-story-1-head: ಟೆಕ್ಸಾಸ್‌ನಲ್ಲಿ ಭೀಕರ ಪ್ರವಾಹ: 51 ಮಂದಿ ಸಾವು [39, 1190, 267, 1226]
kiru-story-2-head: ಕ್ಲಿಪ್, ಚಾಕು ಬಳಸಿ ರೈಲ್ವೆ ನಿಲ್ದಾಣದಲ್ಲೇ ತುರ್ತು ಹೆರಿಗೆ [39, 1416, 267, 1448]
dalai-headline: ಜನಸೇವೆಗೆ ಜನರ ಪ್ರೀತಿಯೇ ಪ್ರೇರಣೆ [38, 730, 322, 757]
dalai-article [38, 706, 458, 1106]
